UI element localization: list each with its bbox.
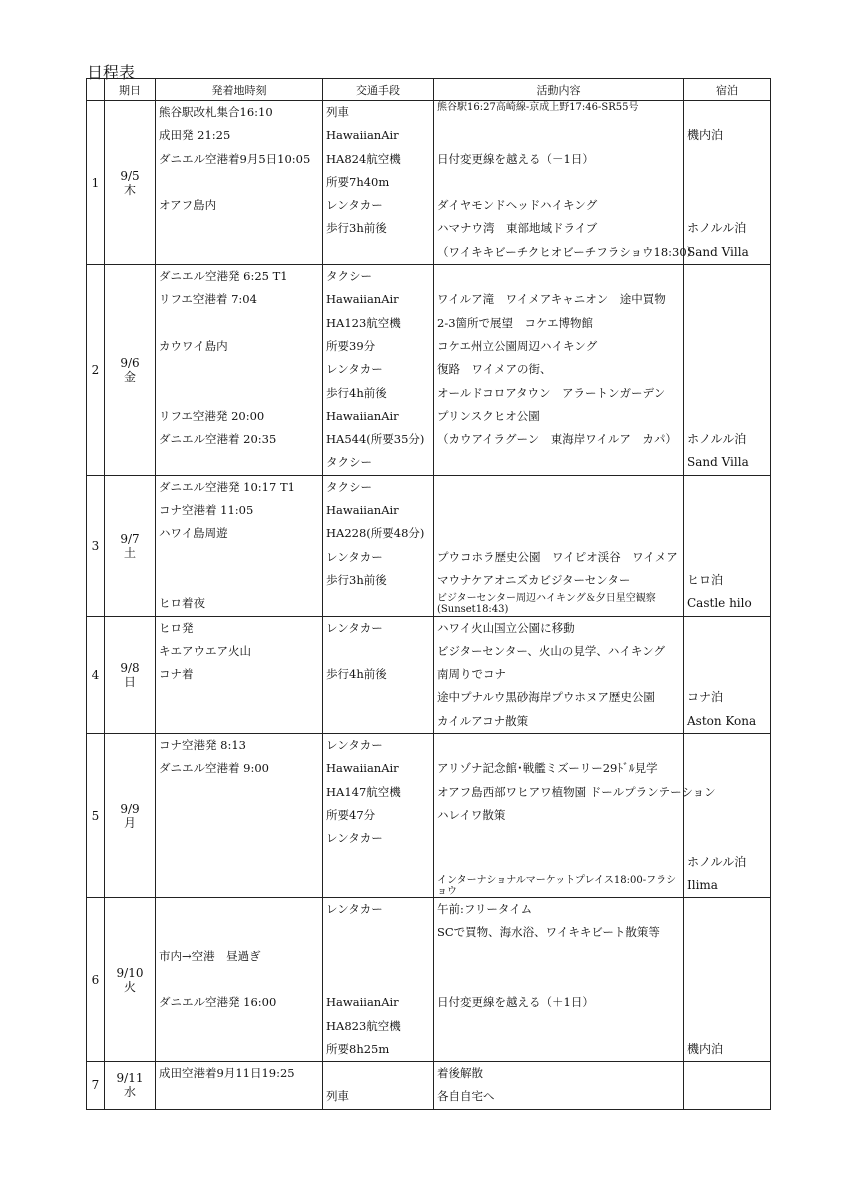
activity-cell [434, 616, 684, 733]
place-line [156, 241, 322, 264]
transport-line: 歩行4h前後 [326, 667, 387, 682]
day-number: 5 [87, 734, 105, 898]
activity-line [434, 851, 683, 874]
transport-cell [323, 616, 434, 733]
lodging-line [684, 898, 770, 921]
place-line: ダニエル空港着9月5日10:05 [159, 151, 311, 166]
place-line: オアフ島内 [159, 198, 217, 213]
header-transport: 交通手段 [323, 79, 434, 101]
transport-line: 所要8h25m [326, 1041, 390, 1056]
lodging-cell [684, 616, 771, 733]
lodging-line [684, 171, 770, 194]
transport-line: HawaiianAir [326, 292, 399, 307]
date-text: 9/11 [116, 1071, 144, 1086]
transport-line: HA228(所要48分) [326, 526, 425, 541]
activity-cell [434, 1062, 684, 1110]
lodging-line [684, 991, 770, 1014]
day-date [105, 734, 156, 898]
lodging-cell [684, 734, 771, 898]
lodging-line [684, 358, 770, 381]
place-line: ダニエル空港発 16:00 [159, 995, 277, 1010]
place-line [156, 1015, 322, 1038]
place-line [156, 827, 322, 850]
lodging-line: コナ泊 [687, 690, 724, 705]
place-line: ダニエル空港着 9:00 [159, 761, 269, 776]
lodging-cell [684, 265, 771, 476]
lodging-line [684, 921, 770, 944]
lodging-line: Sand Villa [687, 455, 749, 470]
lodging-line: Castle hilo [687, 596, 752, 611]
transport-line: レンタカー [326, 198, 383, 213]
lodging-cell [684, 1062, 771, 1110]
place-line [156, 312, 322, 335]
transport-cell [323, 475, 434, 616]
day-date [105, 616, 156, 733]
transport-cell [323, 734, 434, 898]
activity-line: インターナショナルマーケットプレイス18:00-フラショウ [437, 874, 677, 897]
place-line [156, 851, 322, 874]
lodging-line [684, 335, 770, 358]
transport-line: レンタカー [326, 549, 383, 564]
transport-line: タクシー [326, 479, 372, 494]
transport-line: HA544(所要35分) [326, 432, 425, 447]
transport-line: 列車 [326, 105, 349, 119]
day-date [105, 265, 156, 476]
transport-line: 所要47分 [326, 807, 376, 822]
transport-line [323, 968, 433, 991]
lodging-line [684, 405, 770, 428]
place-line [156, 804, 322, 827]
transport-line [323, 710, 433, 733]
lodging-line [684, 499, 770, 522]
weekday-text: 日 [123, 674, 136, 689]
place-line [156, 451, 322, 474]
activity-cell [434, 101, 699, 265]
place-cell [156, 101, 323, 265]
transport-line: 歩行4h前後 [326, 385, 387, 400]
transport-line: HA123航空機 [326, 315, 401, 330]
transport-line: 歩行3h前後 [326, 221, 387, 236]
activity-line: マウナケアオニズカビジターセンター [437, 572, 631, 587]
activity-cell [434, 475, 684, 616]
place-line: ダニエル空港発 10:17 T1 [159, 479, 295, 494]
page-title: 日程表 [87, 63, 136, 82]
place-line: ダニエル空港発 6:25 T1 [159, 269, 288, 284]
place-line: コナ着 [159, 667, 194, 682]
transport-line: 所要39分 [326, 338, 376, 353]
activity-line: 各自自宅へ [437, 1089, 495, 1104]
lodging-line [684, 1062, 770, 1085]
place-line: ハワイ島周遊 [159, 526, 228, 541]
lodging-line [684, 804, 770, 827]
activity-line [434, 451, 683, 474]
day-date [105, 101, 156, 265]
date-text: 9/6 [120, 355, 140, 370]
place-line: コナ空港発 8:13 [159, 738, 246, 753]
activity-line: ハマナウ湾 東部地域ドライブ [437, 221, 598, 236]
place-line: ヒロ発 [159, 620, 194, 635]
lodging-line: Ilima [687, 877, 718, 892]
transport-line: HawaiianAir [326, 128, 399, 143]
place-line [156, 358, 322, 381]
date-text: 9/10 [116, 965, 144, 980]
day-row [87, 734, 771, 898]
day-number: 6 [87, 898, 105, 1062]
lodging-line [684, 265, 770, 288]
weekday-text: 金 [123, 369, 136, 384]
activity-line: 日付変更線を越える（－1日） [437, 151, 594, 166]
lodging-line [684, 757, 770, 780]
day-number: 1 [87, 101, 105, 265]
lodging-line [684, 546, 770, 569]
transport-line: HawaiianAir [326, 761, 399, 776]
activity-line [434, 1038, 683, 1061]
place-line: リフエ空港発 20:00 [159, 408, 265, 423]
day-number: 4 [87, 616, 105, 733]
transport-line: HawaiianAir [326, 995, 399, 1010]
place-line [156, 217, 322, 240]
place-cell [156, 265, 323, 476]
lodging-cell [684, 101, 771, 265]
lodging-line [684, 312, 770, 335]
header-activity: 活動内容 [434, 79, 684, 101]
activity-line: ハワイ火山国立公園に移動 [437, 620, 575, 635]
activity-line [434, 827, 683, 850]
place-line: 成田空港着9月11日19:25 [159, 1066, 295, 1081]
transport-line [323, 1062, 433, 1085]
activity-line [434, 124, 683, 147]
activity-line: （カウアイラグーン 東海岸ワイルア カパ） [437, 432, 677, 447]
day-number: 2 [87, 265, 105, 476]
activity-line: ワイルア滝 ワイメアキャニオン 途中買物 [437, 292, 666, 307]
activity-line: SCで買物、海水浴、ワイキキビート散策等 [437, 925, 660, 940]
transport-line: HA823航空機 [326, 1018, 401, 1033]
place-line: ヒロ着夜 [159, 596, 205, 611]
lodging-line [684, 617, 770, 640]
weekday-text: 水 [123, 1085, 136, 1100]
place-cell [156, 475, 323, 616]
activity-line: 熊谷駅16:27高崎線-京成上野17:46-SR55号 [437, 102, 639, 113]
lodging-line: 機内泊 [687, 128, 724, 143]
place-line: カウワイ島内 [159, 338, 228, 353]
transport-line [323, 640, 433, 663]
activity-line: コケエ州立公園周辺ハイキング [437, 338, 598, 353]
activity-line: オールドコロアタウン アラートンガーデン [437, 385, 666, 400]
weekday-text: 木 [123, 182, 136, 197]
day-row [87, 898, 771, 1062]
transport-line: HawaiianAir [326, 408, 399, 423]
activity-line: ビジターセンター、火山の見学、ハイキング [437, 643, 666, 658]
place-line [156, 921, 322, 944]
lodging-cell [684, 475, 771, 616]
header-row [87, 79, 771, 101]
activity-line: プウコホラ歴史公園 ワイピオ渓谷 ワイメア [437, 549, 678, 564]
place-line: キエアウエア火山 [159, 643, 251, 658]
lodging-line: ホノルル泊 [687, 221, 747, 236]
lodging-line [684, 522, 770, 545]
header-place-time: 発着地時刻 [156, 79, 323, 101]
transport-line: 列車 [326, 1089, 349, 1104]
day-number: 3 [87, 475, 105, 616]
day-row [87, 1062, 771, 1110]
activity-line [434, 522, 683, 545]
lodging-line [684, 288, 770, 311]
transport-cell [323, 1062, 434, 1110]
activity-line: オアフ島西部ワヒアワ植物園 ドールプランテーション [437, 784, 716, 799]
day-date [105, 475, 156, 616]
lodging-line [684, 194, 770, 217]
lodging-line [684, 382, 770, 405]
header-num [87, 79, 105, 101]
lodging-cell [684, 898, 771, 1062]
lodging-line [684, 945, 770, 968]
day-number: 7 [87, 1062, 105, 1110]
place-cell [156, 1062, 323, 1110]
lodging-line: ホノルル泊 [687, 854, 747, 869]
lodging-line: ヒロ泊 [687, 572, 724, 587]
header-date: 期日 [105, 79, 156, 101]
day-row [87, 616, 771, 733]
lodging-line [684, 663, 770, 686]
activity-line: プリンスクヒオ公園 [437, 408, 540, 423]
transport-line: 歩行3h前後 [326, 572, 387, 587]
activity-line [434, 499, 683, 522]
activity-line: ビジターセンター周辺ハイキング＆夕日星空観察(Sunset18:43) [437, 593, 656, 616]
date-text: 9/5 [120, 168, 140, 183]
lodging-line [684, 476, 770, 499]
activity-line: 2-3箇所で展望 コケエ博物館 [437, 315, 594, 330]
activity-cell [434, 898, 684, 1062]
header-lodging: 宿泊 [684, 79, 771, 101]
lodging-line [684, 1085, 770, 1108]
activity-line: 復路 ワイメアの街、 [437, 362, 552, 377]
activity-line: ハレイワ散策 [437, 807, 506, 822]
day-date [105, 898, 156, 1062]
activity-line: ダイヤモンドヘッドハイキング [437, 198, 598, 213]
place-line: ダニエル空港着 20:35 [159, 432, 277, 447]
day-row [87, 265, 771, 476]
activity-line [434, 476, 683, 499]
activity-line: アリゾナ記念館･戦艦ミズーリー29ﾄﾞﾙ見学 [437, 761, 658, 776]
lodging-line [684, 1015, 770, 1038]
transport-line: HA147航空機 [326, 784, 401, 799]
place-line: 成田発 21:25 [159, 128, 231, 143]
date-text: 9/9 [120, 801, 140, 816]
transport-line: 所要7h40m [326, 174, 390, 189]
transport-line [323, 874, 433, 897]
place-line [156, 781, 322, 804]
place-cell [156, 616, 323, 733]
activity-line [434, 171, 683, 194]
place-line [156, 546, 322, 569]
transport-line: タクシー [326, 455, 372, 470]
place-line [156, 898, 322, 921]
place-cell [156, 734, 323, 898]
lodging-line [684, 640, 770, 663]
date-text: 9/7 [120, 531, 140, 546]
activity-line: 途中プナルウ黒砂海岸プウホヌア歴史公園 [437, 690, 655, 705]
lodging-line [684, 101, 770, 124]
place-line [156, 1038, 322, 1061]
activity-line: 着後解散 [437, 1066, 483, 1081]
lodging-line [684, 148, 770, 171]
activity-line: 午前:フリータイム [437, 902, 533, 917]
place-line: コナ空港着 11:05 [159, 503, 254, 518]
activity-line: カイルアコナ散策 [437, 713, 529, 728]
lodging-line [684, 734, 770, 757]
lodging-line: 機内泊 [687, 1041, 724, 1056]
lodging-line: Sand Villa [687, 244, 749, 259]
transport-line [323, 686, 433, 709]
lodging-line [684, 827, 770, 850]
weekday-text: 月 [123, 815, 136, 830]
transport-line [323, 945, 433, 968]
activity-line [434, 265, 683, 288]
place-line [156, 686, 322, 709]
activity-line: 南周りでコナ [437, 667, 506, 682]
place-line: リフエ空港着 7:04 [159, 292, 257, 307]
transport-line [323, 851, 433, 874]
weekday-text: 火 [123, 979, 136, 994]
place-line: 市内→空港 昼過ぎ [159, 948, 261, 963]
itinerary-table [86, 78, 771, 1110]
day-date [105, 1062, 156, 1110]
lodging-line: ホノルル泊 [687, 432, 747, 447]
activity-cell [434, 265, 684, 476]
transport-line: レンタカー [326, 831, 383, 846]
weekday-text: 土 [123, 545, 136, 560]
place-cell [156, 898, 323, 1062]
activity-line [434, 1015, 683, 1038]
transport-line: タクシー [326, 269, 372, 284]
transport-line: HA824航空機 [326, 151, 401, 166]
place-line: 熊谷駅改札集合16:10 [159, 105, 273, 119]
lodging-line [684, 968, 770, 991]
activity-line: 日付変更線を越える（＋1日） [437, 995, 594, 1010]
day-row [87, 101, 771, 265]
transport-line: レンタカー [326, 620, 383, 635]
activity-line [434, 968, 683, 991]
transport-line [323, 921, 433, 944]
date-text: 9/8 [120, 660, 140, 675]
transport-line: レンタカー [326, 362, 383, 377]
transport-line: レンタカー [326, 902, 383, 917]
activity-line [434, 734, 683, 757]
place-line [156, 171, 322, 194]
activity-line [434, 945, 683, 968]
place-line [156, 569, 322, 592]
activity-line: （ワイキキビーチクヒオビーチフラショウ18:30） [437, 244, 699, 259]
place-line [156, 968, 322, 991]
place-line [156, 382, 322, 405]
place-line [156, 874, 322, 897]
transport-cell [323, 101, 434, 265]
place-line [156, 1085, 322, 1108]
transport-line: HawaiianAir [326, 503, 399, 518]
transport-cell [323, 265, 434, 476]
transport-line [323, 592, 433, 615]
day-row [87, 475, 771, 616]
transport-cell [323, 898, 434, 1062]
lodging-line: Aston Kona [687, 713, 757, 728]
transport-line [323, 241, 433, 264]
place-line [156, 710, 322, 733]
transport-line: レンタカー [326, 738, 383, 753]
